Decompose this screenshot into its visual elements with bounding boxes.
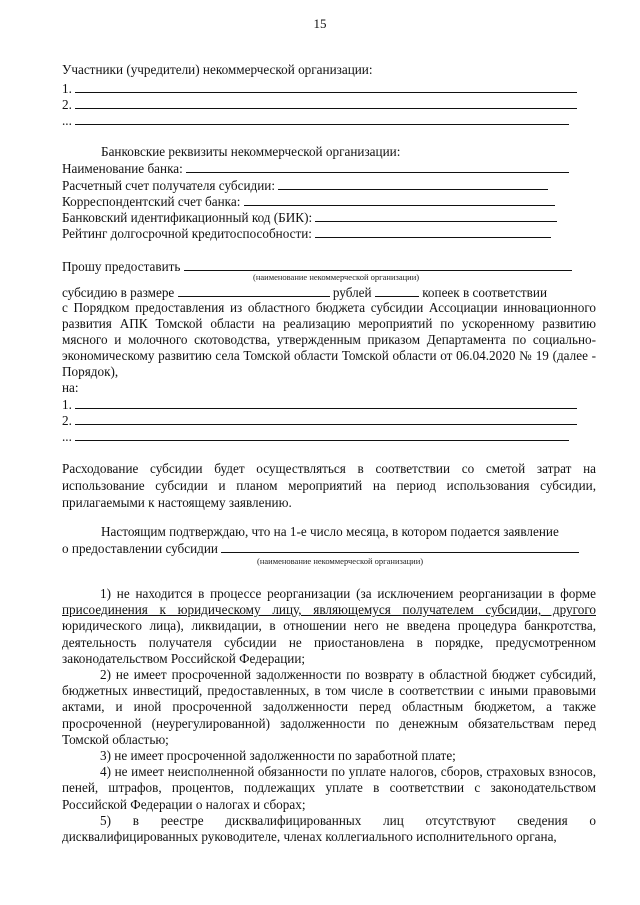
condition-1: 1) не находится в процессе реорганизации (за исключением реорганизации в форме присоединения к юридическому лицу, являющемуся получателем субсидии, другого юридического лица), ликвидации, в отношении него не введена процедура банкротства, деятельность получателя субсидии не приостановлена в порядке, предусмотренном законодательством Российской Федерации; bbox=[62, 586, 596, 666]
condition-2: 2) не имеет просроченной задолженности по возврату в областной бюджет субсидий, бюджетных инвестиций, предоставленных, в том числе в соответствии с иными правовыми актами, и иной просроченной задолженности перед областным бюджетом, а также просроченной (неурегулированной) задолженности по денежным обязательствам перед Томской областью; bbox=[62, 667, 596, 747]
field-blank[interactable] bbox=[244, 193, 555, 206]
founder-row-2 bbox=[62, 96, 577, 113]
kop-label: копеек в соответствии bbox=[422, 285, 548, 300]
condition-5: 5) в реестре дисквалифицированных лиц отсутствуют сведения о дисквалифицированных руководителе, членах коллегиального исполнительного органа, bbox=[62, 812, 596, 845]
confirm-prefix: о предоставлении субсидии bbox=[62, 541, 218, 556]
field-blank[interactable] bbox=[315, 225, 551, 238]
condition-3: 3) не имеет просроченной задолженности по заработной плате; bbox=[100, 748, 456, 764]
founder-index: 1. bbox=[62, 81, 72, 96]
founder-blank[interactable] bbox=[75, 96, 577, 109]
bank-field-rating bbox=[62, 225, 551, 242]
bank-field-name bbox=[62, 160, 569, 177]
founder-index: 2. bbox=[62, 97, 72, 112]
founder-blank[interactable] bbox=[75, 112, 569, 125]
founder-row-more bbox=[62, 112, 569, 129]
confirm-caption: (наименование некоммерческой организации) bbox=[257, 556, 424, 566]
field-blank[interactable] bbox=[186, 160, 569, 173]
field-blank[interactable] bbox=[315, 209, 557, 222]
rub-label: рублей bbox=[332, 285, 372, 300]
founder-index: ... bbox=[62, 113, 72, 128]
amount-prefix: субсидию в размере bbox=[62, 285, 175, 300]
condition-4: 4) не имеет неисполненной обязанности по уплате налогов, сборов, страховых взносов, пеней, штрафов, процентов, подлежащих уплате в соответствии с законодательством Российской Федерации о налогах и сборах; bbox=[62, 764, 596, 812]
event-blank[interactable] bbox=[75, 396, 577, 409]
founder-blank[interactable] bbox=[75, 80, 577, 93]
condition-1-underlined: присоединения к юридическому лицу, являющемуся получателем субсидии, другого bbox=[62, 602, 596, 618]
event-index: 2. bbox=[62, 413, 72, 428]
event-blank[interactable] bbox=[75, 412, 577, 425]
field-label: Расчетный счет получателя субсидии: bbox=[62, 178, 275, 193]
bank-field-corr bbox=[62, 193, 555, 210]
confirm-line-2 bbox=[62, 540, 579, 557]
rub-blank[interactable] bbox=[178, 284, 330, 297]
field-label: Корреспондентский счет банка: bbox=[62, 194, 241, 209]
request-body: с Порядком предоставления из областного бюджета субсидии Ассоциации инновационного развития АПК Томской области на реализацию мероприятий по ускоренному развитию мясного и молочного скотоводства, утвержденным приказом Департамента по социально-экономическому развитию села Томской области Томской области от 06.04.2020 № 19 (далее - Порядок), bbox=[62, 300, 596, 379]
field-blank[interactable] bbox=[278, 177, 548, 190]
kop-blank[interactable] bbox=[375, 284, 419, 297]
conditions-list bbox=[62, 586, 596, 845]
bank-field-bik bbox=[62, 209, 557, 226]
event-blank[interactable] bbox=[75, 428, 569, 441]
confirm-line-1: Настоящим подтверждаю, что на 1-е число месяца, в котором подается заявление bbox=[101, 524, 559, 539]
request-on: на: bbox=[62, 380, 79, 395]
founders-title: Участники (учредители) некоммерческой организации: bbox=[62, 62, 373, 77]
field-label: Наименование банка: bbox=[62, 161, 183, 176]
spending-paragraph: Расходование субсидии будет осуществляться в соответствии со сметой затрат на использование субсидии и планом мероприятий на период использования субсидии, прилагаемыми к настоящему заявлению. bbox=[62, 461, 596, 510]
event-row-more bbox=[62, 428, 569, 445]
founder-row-1 bbox=[62, 80, 577, 97]
bank-field-account bbox=[62, 177, 548, 194]
page-number: 15 bbox=[313, 16, 327, 31]
event-row-2 bbox=[62, 412, 577, 429]
org-name-caption: (наименование некоммерческой организации) bbox=[253, 272, 420, 282]
request-lead: Прошу предоставить bbox=[62, 259, 181, 274]
event-row-1 bbox=[62, 396, 577, 413]
org-name-blank[interactable] bbox=[184, 258, 572, 271]
bank-title: Банковские реквизиты некоммерческой организации: bbox=[101, 144, 401, 159]
event-index: 1. bbox=[62, 397, 72, 412]
amount-line bbox=[62, 284, 547, 301]
confirm-org-blank[interactable] bbox=[221, 540, 579, 553]
event-index: ... bbox=[62, 429, 72, 444]
field-label: Банковский идентификационный код (БИК): bbox=[62, 210, 313, 225]
field-label: Рейтинг долгосрочной кредитоспособности: bbox=[62, 226, 312, 241]
